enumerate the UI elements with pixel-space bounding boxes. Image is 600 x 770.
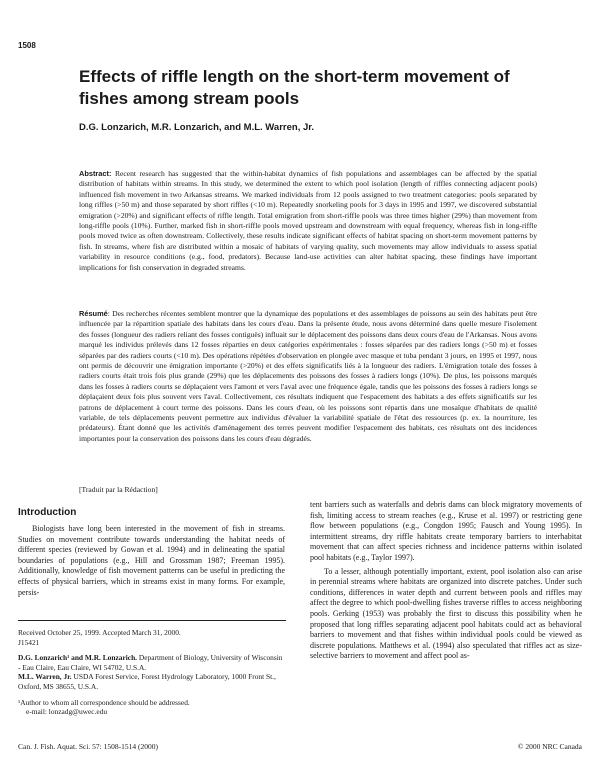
corresponding-author-note: ¹Author to whom all correspondence should be addressed. bbox=[18, 697, 190, 707]
left-column bbox=[18, 524, 285, 598]
article-footnote bbox=[18, 620, 286, 717]
intro-paragraph-3: To a lesser, although potentially important, extent, pool isolation also can arise in perennial streams where habitats are organized into discrete patches. Under such conditions, differences in water depth and current between pools and riffles may affect the degree to which pool-dwelling fishes traverse riffles to access neighboring pools. Gerking (1953) was probably the first to discuss this possibility when he proposed that long riffles separating adjacent pool habitats could act as behavioral barriers to movement and that fishes within individual pools could be viewed as discrete populations. Matthews et al. (1994) also speculated that riffles act as size-selective barriers to movement and affect pool as- bbox=[310, 566, 582, 661]
resume-label: Résumé bbox=[79, 309, 108, 318]
email-address[interactable]: e-mail: lonzadg@uwec.edu bbox=[26, 707, 108, 717]
affiliation-1-names: D.G. Lonzarich¹ and M.R. Lonzarich. bbox=[18, 653, 138, 663]
resume-text: : Des recherches récentes semblent montrer que la dynamique des populations et des assemblages de poissons au sein des habitats peut être influencée par la répartition spatiale des habitats dans les cours d'eau. Dans la présente étude, nous avons déterminé dans quelle mesure l'isolement des fosses (longueur des radiers reliant des fosses contiguës) influait sur le déplacement des poissons dans deux cours d'eau de l'Arkansas. Nous avons marqué les individus prélevés dans 12 fosses réparties en deux catégories expérimentales : fosses séparées par des radiers longs (>50 m) et fosses séparées par des radiers courts (<10 m). Des opérations répétées d'observation en plongée avec masque et tuba pendant 3 jours, en 1995 et 1997, nous ont permis de découvrir une émigration importante (>20%) et des effets significatifs liés à la longueur des radiers. L'émigration totale des fosses à radiers courts était trois fois plus grande (29%) que les déplacements des poissons des fosses à radiers longs (10%). De plus, les poissons marqués dans les fosses à radiers courts se déplaçaient vers l'amont et vers l'aval avec une fréquence égale, tandis que les poissons des fosses à radiers longs se déplaçaient deux fois plus souvent vers l'aval. Collectivement, ces résultats indiquent que l'espacement des habitats a des effets significatifs sur les patrons de déplacement à court terme des poissons. Dans les cours d'eau, où les poissons sont répartis dans une mosaïque d'habitats de qualité variable, de tels déplacements peuvent permettre aux individus d'évaluer la variabilité spatiale de l'état des ressources (p. ex. la nourriture, les prédateurs). Étant donné que les activités d'aménagement des terres peuvent modifier l'espacement des habitats, ces résultats ont des incidences importantes pour la conservation des poissons dans les cours d'eau dégradés. bbox=[79, 309, 537, 443]
translation-note: [Traduit par la Rédaction] bbox=[79, 485, 158, 494]
journal-citation: Can. J. Fish. Aquat. Sci. 57: 1508-1514 (2000) bbox=[18, 742, 158, 751]
article-title: Effects of riffle length on the short-term movement of fishes among stream pools bbox=[79, 67, 510, 108]
affiliation-1-address: Department of Biology, University of Wisconsin - Eau Claire, Eau Claire, WI 54702, U.S.A. bbox=[18, 653, 283, 672]
copyright-notice: © 2000 NRC Canada bbox=[517, 742, 582, 751]
affiliation-1 bbox=[18, 653, 286, 672]
abstract-text: Recent research has suggested that the within-habitat dynamics of fish populations and assemblages can be affected by the spatial distribution of habitats within streams. In this study, we determined the extent to which pool isolation (length of riffles connecting adjacent pools) influenced fish movement in two Arkansas streams. We marked individuals from 12 pools assigned to two treatment categories: pools separated by long riffles (>50 m) and those separated by short riffles (<10 m). Repeatedly snorkeling pools for 3 days in 1995 and 1997, we discovered substantial emigration (>20%) and significant effects of riffle length. Total emigration from short-riffle pools was three times higher (29%) than movement from long-riffle pools (10%). Further, marked fish in short-riffle pools moved upstream and downstream with equal frequency, whereas fish in long-riffle pools moved twice as often downstream. Collectively, these results indicate significant effects of habitat spacing on short-term movement patterns by fish. In streams, where fish are distributed within a mosaic of habitats of varying quality, such movements may allow individuals to assess spatial variability in resource conditions (e.g., food, predators). Because land-use activities can alter habitat spacing, these findings have important implications for fish conservation in degraded streams. bbox=[79, 169, 537, 272]
abstract-label: Abstract: bbox=[79, 169, 112, 178]
affiliation-2 bbox=[18, 672, 286, 691]
affiliation-2-names: M.L. Warren, Jr. bbox=[18, 672, 72, 682]
reference-id: J15421 bbox=[18, 637, 40, 647]
resume bbox=[79, 309, 537, 444]
intro-paragraph-1: Biologists have long been interested in the movement of fish in streams. Studies on movement contribute towards understanding the habitat needs of different species (reviewed by Gowan et al. 1994) and in delineating the spatial boundaries of populations (e.g., Hill and Grossman 1987; Freeman 1995). Additionally, knowledge of fish movement patterns can be useful in predicting the effects of physical barriers, which in streams exist in many forms. For example, persis- bbox=[18, 524, 285, 597]
section-heading-introduction: Introduction bbox=[18, 507, 77, 518]
intro-paragraph-2: tent barriers such as waterfalls and debris dams can block migratory movements of fish, limiting access to stream reaches (e.g., Kruse et al. 1997) or restricting gene flow between populations (e.g., Congdon 1995; Fausch and Young 1995). In intermittent streams, dry riffle habitats create temporary barriers to interhabitat movement that can affect species richness and incidence patterns within isolated pool habitats (e.g., Taylor 1997). bbox=[310, 500, 582, 562]
author-list: D.G. Lonzarich, M.R. Lonzarich, and M.L. Warren, Jr. bbox=[79, 122, 315, 133]
page-number: 1508 bbox=[18, 41, 36, 50]
right-column bbox=[310, 500, 582, 662]
affiliation-2-address: USDA Forest Service, Forest Hydrology Laboratory, 1000 Front St., Oxford, MS 38655, U.S.A. bbox=[18, 672, 276, 691]
abstract bbox=[79, 169, 537, 273]
received-date: Received October 25, 1999. Accepted March 31, 2000. bbox=[18, 628, 181, 637]
